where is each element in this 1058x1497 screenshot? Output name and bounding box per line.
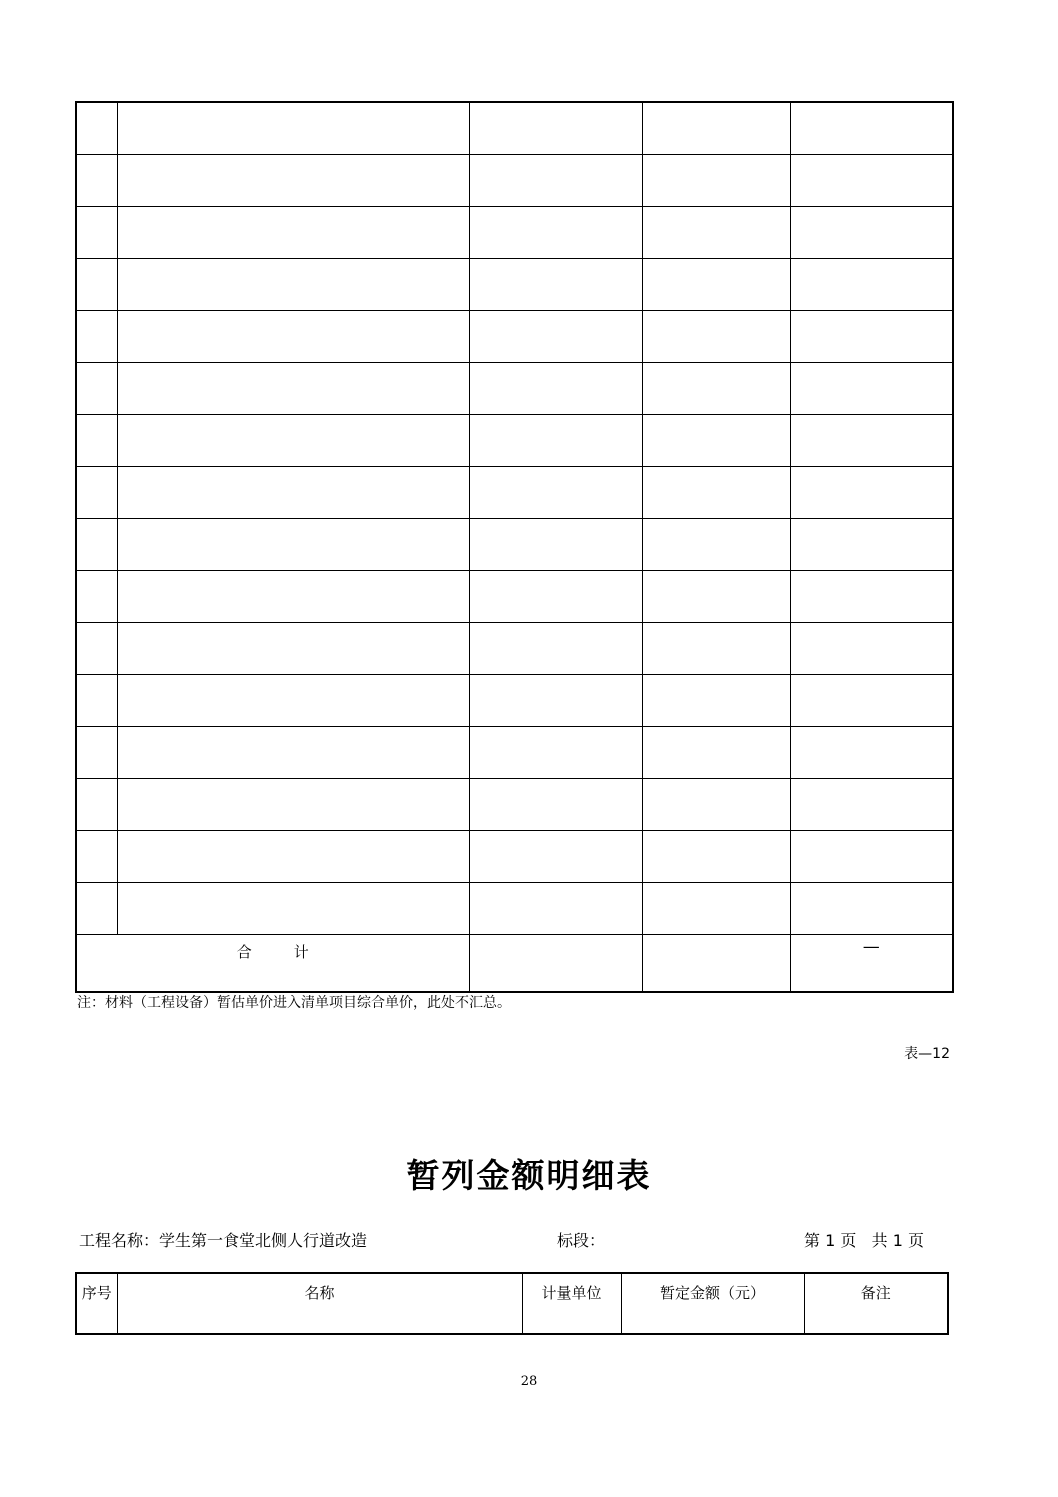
table-cell bbox=[117, 519, 469, 571]
table-cell bbox=[469, 467, 642, 519]
table-cell bbox=[790, 571, 953, 623]
table-cell bbox=[469, 727, 642, 779]
table-cell bbox=[790, 831, 953, 883]
table-cell bbox=[76, 311, 117, 363]
table-cell bbox=[469, 207, 642, 259]
header-amount: 暂定金额（元） bbox=[621, 1273, 804, 1334]
table-cell bbox=[76, 102, 117, 155]
total-pages-label: 共 1 页 bbox=[871, 1231, 924, 1250]
table-row bbox=[76, 571, 953, 623]
table-cell bbox=[642, 831, 790, 883]
table-cell bbox=[117, 363, 469, 415]
table-cell bbox=[790, 675, 953, 727]
total-row bbox=[76, 935, 953, 993]
page-title: 暂列金额明细表 bbox=[406, 1156, 652, 1195]
header-name: 名称 bbox=[117, 1273, 522, 1334]
table-cell bbox=[76, 831, 117, 883]
total-label-cell bbox=[76, 935, 469, 993]
table-cell bbox=[790, 519, 953, 571]
table-cell bbox=[469, 519, 642, 571]
total-remark-cell: — bbox=[790, 935, 953, 993]
table-cell bbox=[117, 831, 469, 883]
table-cell bbox=[469, 623, 642, 675]
total-cell-3 bbox=[469, 935, 642, 993]
table-row bbox=[76, 519, 953, 571]
table-row bbox=[76, 623, 953, 675]
table-cell bbox=[117, 727, 469, 779]
table-cell bbox=[790, 259, 953, 311]
table-number: 表—12 bbox=[904, 1046, 950, 1062]
table-cell bbox=[642, 883, 790, 935]
table-row bbox=[76, 831, 953, 883]
table-cell bbox=[790, 363, 953, 415]
table-cell bbox=[642, 259, 790, 311]
table-cell bbox=[76, 571, 117, 623]
total-cell-4 bbox=[642, 935, 790, 993]
table-cell bbox=[642, 415, 790, 467]
table-cell bbox=[469, 259, 642, 311]
table-cell bbox=[76, 259, 117, 311]
table-cell bbox=[469, 779, 642, 831]
table-cell bbox=[76, 883, 117, 935]
table-cell bbox=[117, 623, 469, 675]
total-label-2: 计 bbox=[293, 943, 309, 961]
table-cell bbox=[790, 155, 953, 207]
table-cell bbox=[642, 519, 790, 571]
table-row bbox=[76, 363, 953, 415]
table-cell bbox=[469, 831, 642, 883]
table-cell bbox=[469, 883, 642, 935]
table-row bbox=[76, 779, 953, 831]
table-cell bbox=[117, 415, 469, 467]
table-cell bbox=[790, 311, 953, 363]
table-cell bbox=[642, 727, 790, 779]
table-row bbox=[76, 207, 953, 259]
table-cell bbox=[790, 207, 953, 259]
table-row bbox=[76, 259, 953, 311]
table-cell bbox=[790, 883, 953, 935]
table-cell bbox=[642, 155, 790, 207]
table-row bbox=[76, 102, 953, 155]
table-cell bbox=[76, 623, 117, 675]
table-row bbox=[76, 155, 953, 207]
continued-table-body bbox=[76, 102, 953, 992]
table-cell bbox=[76, 519, 117, 571]
table-cell bbox=[76, 675, 117, 727]
table-cell bbox=[117, 311, 469, 363]
table-cell bbox=[469, 155, 642, 207]
table-note: 注：材料（工程设备）暂估单价进入清单项目综合单价，此处不汇总。 bbox=[77, 995, 511, 1011]
table-cell bbox=[642, 102, 790, 155]
table-cell bbox=[76, 779, 117, 831]
table-cell bbox=[642, 779, 790, 831]
table-cell bbox=[642, 571, 790, 623]
table-row bbox=[76, 467, 953, 519]
table-cell bbox=[790, 102, 953, 155]
table-cell bbox=[76, 155, 117, 207]
table-cell bbox=[642, 311, 790, 363]
table-cell bbox=[117, 883, 469, 935]
table-cell bbox=[76, 467, 117, 519]
table-cell bbox=[117, 207, 469, 259]
table-cell bbox=[790, 623, 953, 675]
header-row bbox=[76, 1273, 948, 1334]
table-cell bbox=[117, 675, 469, 727]
continued-table bbox=[75, 101, 954, 993]
table-cell bbox=[76, 727, 117, 779]
total-label-1: 合 bbox=[236, 943, 252, 961]
provisional-sum-table bbox=[75, 1272, 949, 1335]
table-cell bbox=[117, 155, 469, 207]
table-row bbox=[76, 415, 953, 467]
header-unit: 计量单位 bbox=[522, 1273, 621, 1334]
header-index: 序号 bbox=[76, 1273, 117, 1334]
table-row bbox=[76, 311, 953, 363]
table-cell bbox=[117, 571, 469, 623]
table-cell bbox=[642, 675, 790, 727]
table-cell bbox=[117, 102, 469, 155]
page-indicator bbox=[804, 1228, 924, 1251]
table-row bbox=[76, 675, 953, 727]
table-cell bbox=[790, 415, 953, 467]
table-cell bbox=[117, 779, 469, 831]
table-cell bbox=[76, 207, 117, 259]
table-cell bbox=[642, 363, 790, 415]
section-label: 标段： bbox=[557, 1231, 606, 1250]
table-cell bbox=[642, 467, 790, 519]
table-cell bbox=[642, 207, 790, 259]
table-cell bbox=[790, 779, 953, 831]
table-row bbox=[76, 727, 953, 779]
table-cell bbox=[117, 467, 469, 519]
table-cell bbox=[790, 467, 953, 519]
table-cell bbox=[469, 311, 642, 363]
table-cell bbox=[469, 415, 642, 467]
project-name: 工程名称：学生第一食堂北侧人行道改造 bbox=[79, 1231, 368, 1250]
table-cell bbox=[469, 363, 642, 415]
page-label: 第 1 页 bbox=[804, 1231, 857, 1250]
table-cell bbox=[76, 363, 117, 415]
table-cell bbox=[469, 571, 642, 623]
table-cell bbox=[790, 727, 953, 779]
header-remark: 备注 bbox=[804, 1273, 948, 1334]
table-cell bbox=[117, 259, 469, 311]
table-cell bbox=[76, 415, 117, 467]
table-cell bbox=[642, 623, 790, 675]
table-cell bbox=[469, 102, 642, 155]
table-cell bbox=[469, 675, 642, 727]
table-row bbox=[76, 883, 953, 935]
page-number: 28 bbox=[520, 1374, 538, 1389]
